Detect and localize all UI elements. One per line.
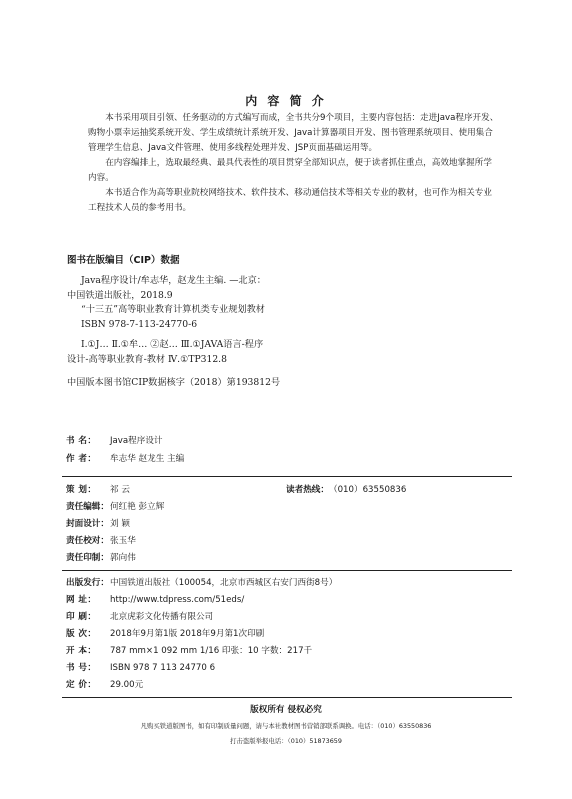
quality-notice: 凡购买铁道版图书，如有印制质量问题，请与本社教材图书营销部联系调换。电话：（010）63550836 bbox=[140, 722, 432, 730]
planner-value: 祁 云 bbox=[110, 485, 130, 495]
price-key: 定 价： bbox=[66, 680, 96, 690]
divider bbox=[62, 570, 512, 571]
price-value: 29.00元 bbox=[110, 680, 144, 690]
cover-design-row bbox=[66, 517, 130, 529]
summary-paragraph: 本书采用项目引领、任务驱动的方式编写而成，全书共分9个项目，主要内容包括：走进Java程序开发、购物小票幸运抽奖系统开发、学生成绩统计系统开发、Java计算器项目开发、图书管理系统项目、使用集合管理学生信息、Java文件管理、使用多线程处理并发、JSP页面基础运用等。 bbox=[88, 113, 499, 153]
print-supervisor-row bbox=[66, 551, 136, 563]
printer-row bbox=[66, 610, 213, 622]
website-key: 网 址： bbox=[66, 595, 96, 605]
cip-line: “十三五”高等职业教育计算机类专业规划教材 bbox=[81, 304, 265, 315]
isbn-row bbox=[66, 661, 215, 673]
book-title-value: Java程序设计 bbox=[110, 436, 163, 446]
print-supervisor-key: 责任印制： bbox=[66, 553, 109, 563]
book-author-row bbox=[66, 452, 184, 464]
summary-title: 内 容 简 介 bbox=[245, 94, 327, 108]
hotline-key: 读者热线： bbox=[286, 485, 329, 495]
piracy-report: 打击盗版举报电话：（010）51873659 bbox=[230, 737, 342, 745]
printer-key: 印 刷： bbox=[66, 612, 96, 622]
website-row bbox=[66, 593, 244, 605]
divider bbox=[62, 476, 512, 477]
resp-editor-row bbox=[66, 500, 164, 512]
hotline-value: （010）63550836 bbox=[328, 485, 407, 495]
resp-editor-key: 责任编辑： bbox=[66, 502, 109, 512]
publisher-row bbox=[66, 576, 337, 588]
cip-number: 中国版本图书馆CIP数据核字（2018）第193812号 bbox=[67, 377, 281, 388]
price-row bbox=[66, 678, 143, 690]
edition-value: 2018年9月第1版 2018年9月第1次印刷 bbox=[110, 629, 265, 639]
print-supervisor-value: 郭向伟 bbox=[110, 553, 136, 563]
book-author-value: 牟志华 赵龙生 主编 bbox=[110, 454, 185, 464]
cip-line: Java程序设计/牟志华，赵龙生主编. —北京： bbox=[81, 275, 266, 286]
cip-line: ISBN 978-7-113-24770-6 bbox=[81, 318, 198, 330]
isbn-value: ISBN 978 7 113 24770 6 bbox=[110, 663, 216, 673]
website-value: http://www.tdpress.com/51eds/ bbox=[110, 595, 245, 605]
cip-line: Ⅰ.①J… Ⅱ.①牟… ②赵… Ⅲ.①JAVA语言-程序 bbox=[81, 339, 264, 350]
isbn-key: 书 号： bbox=[66, 663, 96, 673]
hotline-row bbox=[286, 483, 406, 495]
cover-design-value: 刘 颖 bbox=[110, 519, 130, 529]
book-author-key: 作 者： bbox=[66, 454, 96, 464]
cip-record bbox=[67, 274, 507, 391]
proofreader-row bbox=[66, 534, 136, 546]
resp-editor-value: 何红艳 彭立辉 bbox=[110, 502, 165, 512]
book-title-row bbox=[66, 434, 163, 446]
rights-statement: 版权所有 侵权必究 bbox=[250, 705, 322, 715]
summary-body bbox=[88, 111, 500, 216]
book-title-key: 书 名： bbox=[66, 436, 96, 446]
proofreader-value: 张玉华 bbox=[110, 536, 136, 546]
cip-line: 设计-高等职业教育-教材 Ⅳ.①TP312.8 bbox=[67, 353, 227, 365]
planner-row bbox=[66, 483, 130, 495]
format-key: 开 本： bbox=[66, 646, 96, 656]
cip-line: 中国铁道出版社，2018.9 bbox=[67, 289, 173, 301]
summary-paragraph: 在内容编排上，选取最经典、最具代表性的项目贯穿全部知识点，便于读者抓住重点，高效地掌握所学内容。 bbox=[88, 158, 492, 183]
publisher-key: 出版发行： bbox=[66, 578, 109, 588]
cip-heading: 图书在版编目（CIP）数据 bbox=[67, 255, 180, 266]
cover-design-key: 封面设计： bbox=[66, 519, 109, 529]
edition-row bbox=[66, 627, 264, 639]
edition-key: 版 次： bbox=[66, 629, 96, 639]
proofreader-key: 责任校对： bbox=[66, 536, 109, 546]
format-value: 787 mm×1 092 mm 1/16 印张：10 字数：217千 bbox=[110, 646, 313, 656]
format-row bbox=[66, 644, 312, 656]
divider bbox=[62, 697, 512, 698]
publisher-value: 中国铁道出版社（100054，北京市西城区右安门西街8号） bbox=[110, 578, 338, 588]
printer-value: 北京虎彩文化传播有限公司 bbox=[110, 612, 214, 622]
summary-paragraph: 本书适合作为高等职业院校网络技术、软件技术、移动通信技术等相关专业的教材，也可作为相关专业工程技术人员的参考用书。 bbox=[88, 188, 492, 213]
planner-key: 策 划： bbox=[66, 485, 96, 495]
